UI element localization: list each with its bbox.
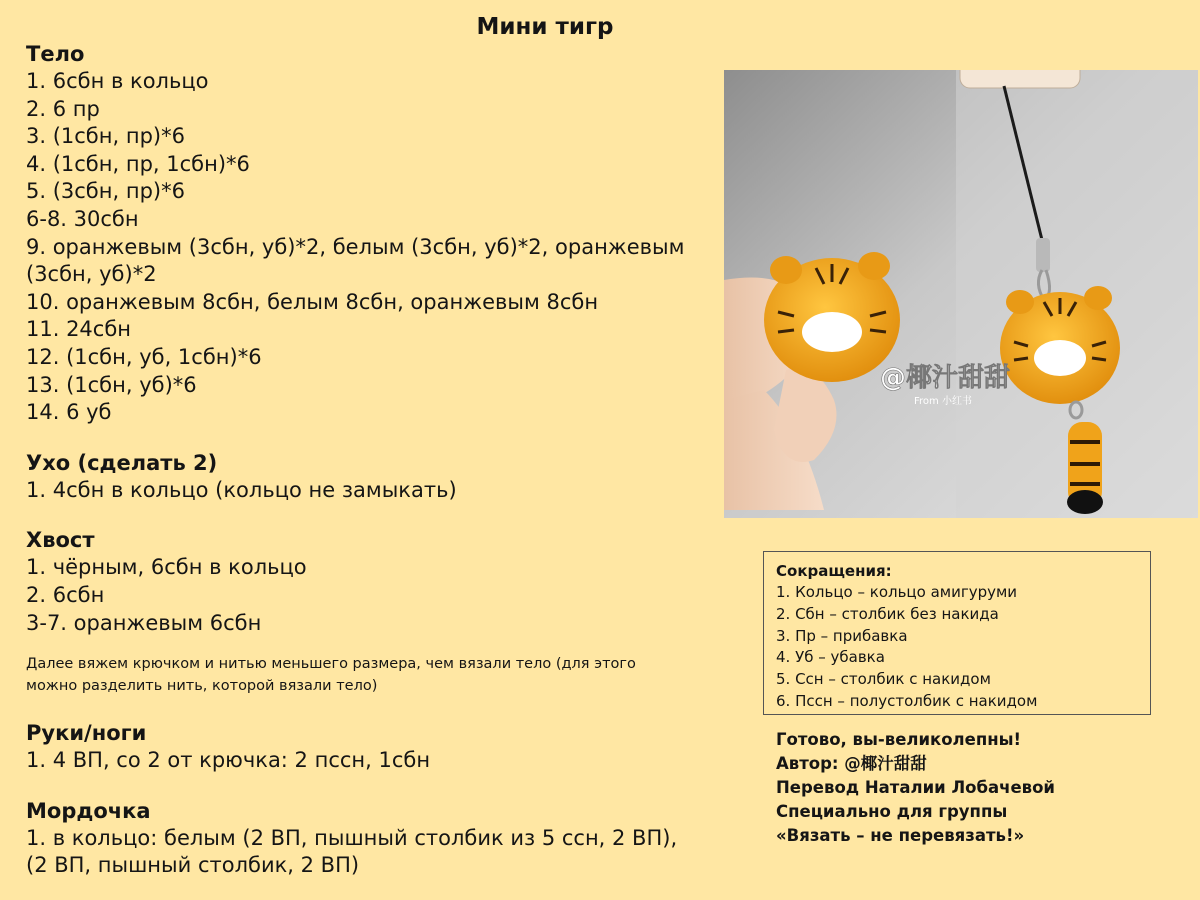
abbreviation-item: 2. Сбн – столбик без накида: [776, 604, 999, 623]
pattern-row: 2. 6сбн: [26, 582, 105, 607]
note-line: Далее вяжем крючком и нитью меньшего размера, чем вязали тело (для этого: [26, 656, 636, 673]
pattern-row: 5. (3сбн, пр)*6: [26, 179, 185, 204]
abbreviations-box: [763, 551, 1151, 715]
pattern-row: 1. 4сбн в кольцо (кольцо не замыкать): [26, 477, 457, 502]
section-heading-tail: Хвост: [26, 528, 95, 553]
credit-line: «Вязать – не перевязать!»: [776, 826, 1025, 845]
tail-note: [26, 653, 716, 697]
section-heading-ear: Ухо (сделать 2): [26, 450, 218, 475]
pattern-row: 2. 6 пр: [26, 96, 100, 121]
abbreviation-item: 3. Пр – прибавка: [776, 626, 908, 645]
pattern-row: 1. чёрным, 6сбн в кольцо: [26, 555, 307, 580]
pattern-row: 1. 6сбн в кольцо: [26, 69, 209, 93]
section-heading-body: Тело: [26, 42, 85, 66]
hanging-tiger: [1000, 286, 1120, 404]
page-title: Мини тигр: [476, 14, 614, 40]
tiger-photo: [724, 70, 1198, 518]
abbreviations-title: Сокращения:: [776, 562, 892, 580]
abbreviation-item: 1. Кольцо – кольцо амигуруми: [776, 583, 1018, 601]
pattern-row: 11. 24сбн: [26, 317, 132, 342]
tiger-photo-illustration: [724, 70, 1198, 518]
pattern-row: 1. 4 ВП, со 2 от крючка: 2 пссн, 1сбн: [26, 748, 431, 773]
pattern-row: 9. оранжевым (3сбн, уб)*2, белым (3сбн, уб)*2, оранжевым: [26, 234, 685, 259]
pattern-row: 1. в кольцо: белым (2 ВП, пышный столбик из 5 ссн, 2 ВП),: [26, 825, 678, 850]
pattern-row: 3. (1сбн, пр)*6: [26, 124, 185, 149]
pattern-row: (3сбн, уб)*2: [26, 262, 157, 287]
credit-line: Специально для группы: [776, 802, 1008, 821]
section-heading-face: Мордочка: [26, 798, 151, 823]
abbreviation-item: 6. Пссн – полустолбик с накидом: [776, 691, 1038, 710]
note-line: можно разделить нить, которой вязали тело): [26, 678, 378, 695]
strap-clip: [1036, 238, 1050, 272]
credit-line: Готово, вы-великолепны!: [776, 730, 1022, 749]
pattern-row: 3-7. оранжевым 6сбн: [26, 610, 262, 635]
photo-watermark-sub: From 小红书: [914, 396, 972, 407]
pattern-row: 10. оранжевым 8сбн, белым 8сбн, оранжевым 8сбн: [26, 289, 599, 314]
pattern-instructions: [26, 40, 716, 880]
section-heading-limbs: Руки/ноги: [26, 721, 147, 746]
pattern-row: 13. (1сбн, уб)*6: [26, 372, 197, 397]
phone-icon: [960, 70, 1080, 88]
pattern-row: 12. (1сбн, уб, 1сбн)*6: [26, 344, 262, 369]
pattern-row: 4. (1сбн, пр, 1сбн)*6: [26, 151, 250, 176]
pattern-row: (2 ВП, пышный столбик, 2 ВП): [26, 853, 360, 878]
credit-line: Перевод Наталии Лобачевой: [776, 778, 1055, 797]
pattern-row: 6-8. 30сбн: [26, 206, 139, 231]
pattern-row: 14. 6 уб: [26, 400, 112, 425]
photo-watermark: @椰汁甜甜: [880, 363, 1011, 393]
credits: [776, 728, 1196, 848]
body-rows: [26, 68, 716, 427]
credit-line: Автор: @椰汁甜甜: [776, 754, 927, 773]
abbreviation-item: 4. Уб – убавка: [776, 648, 885, 667]
abbreviation-item: 5. Ссн – столбик с накидом: [776, 670, 991, 689]
